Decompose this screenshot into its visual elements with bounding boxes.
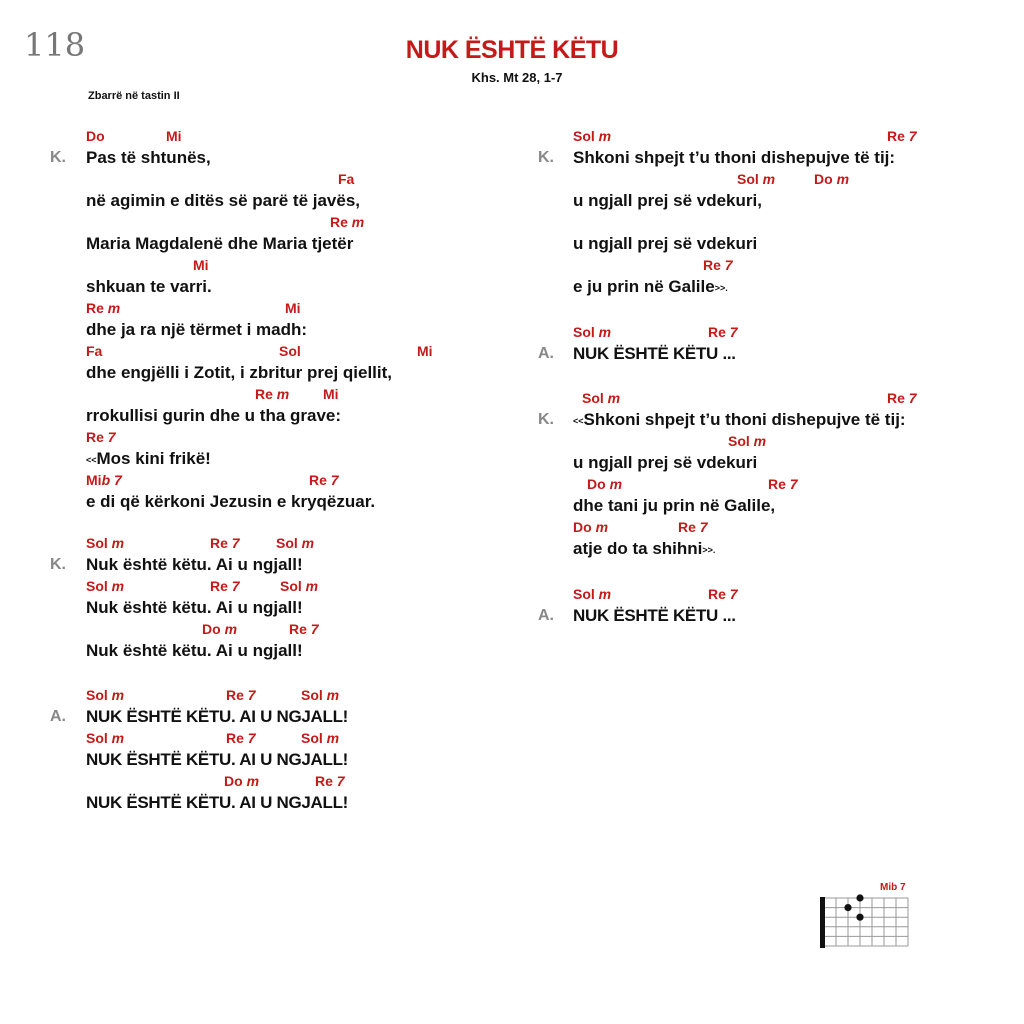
chord: Re 7 (226, 687, 256, 703)
finger-dot (844, 904, 851, 911)
chord: Mi (417, 343, 433, 359)
lyric-line: NUK ËSHTË KËTU. AI U NGJALL! (86, 750, 349, 769)
nut-bar (820, 897, 825, 948)
chord: Sol m (301, 687, 340, 703)
lyric-line: Nuk është këtu. Ai u ngjall! (86, 555, 303, 574)
chord: Re 7 (887, 390, 917, 406)
chord: Re m (86, 300, 121, 316)
lyric-line: u ngjall prej së vdekuri (573, 453, 758, 472)
lyric-line: e ju prin në Galile>>. (573, 277, 728, 296)
chord: Re m (330, 214, 365, 230)
chord: Re m (255, 386, 290, 402)
chord: Re 7 (309, 472, 339, 488)
lyric-line: Nuk është këtu. Ai u ngjall! (86, 598, 303, 617)
chord: Mib 7 (86, 472, 122, 488)
verse-marker: A. (538, 345, 554, 362)
lyric-line: NUK ËSHTË KËTU ... (573, 344, 736, 363)
chord: Sol m (582, 390, 621, 406)
chord: Re 7 (315, 773, 345, 789)
finger-dot (856, 894, 863, 901)
chord: Sol m (737, 171, 776, 187)
verse-marker: K. (538, 411, 554, 428)
lyric-line: u ngjall prej së vdekuri (573, 234, 758, 253)
chord: Sol m (86, 687, 125, 703)
chord: Re 7 (210, 578, 240, 594)
lyric-line: Maria Magdalenë dhe Maria tjetër (86, 234, 354, 253)
chord: Re 7 (86, 429, 116, 445)
lyric-line: NUK ËSHTË KËTU. AI U NGJALL! (86, 707, 349, 726)
chord: Do m (587, 476, 623, 492)
chord: Mi (323, 386, 339, 402)
verse-marker: A. (538, 607, 554, 624)
chord: Fa (86, 343, 103, 359)
lyric-line: dhe engjëlli i Zotit, i zbritur prej qiellit, (86, 363, 393, 382)
chord: Fa (338, 171, 355, 187)
verse-marker: K. (538, 149, 554, 166)
chord: Sol m (728, 433, 767, 449)
song-reference: Khs. Mt 28, 1-7 (471, 70, 563, 85)
chord: Sol m (86, 578, 125, 594)
chord: Re 7 (887, 128, 917, 144)
lyric-line: NUK ËSHTË KËTU ... (573, 606, 736, 625)
chord: Sol m (86, 730, 125, 746)
lyric-line: në agimin e ditës së parë të javës, (86, 191, 361, 210)
verse-marker: K. (50, 556, 66, 573)
chord: Sol m (86, 535, 125, 551)
chord: Re 7 (703, 257, 733, 273)
chord: Do (86, 128, 105, 144)
chord-diagram (818, 894, 912, 952)
chord: Mi (285, 300, 301, 316)
page-number: 118 (24, 26, 86, 64)
chord: Re 7 (226, 730, 256, 746)
chord: Sol (279, 343, 301, 359)
chord: Mi (166, 128, 182, 144)
chord-diagram-label: Mib 7 (880, 882, 906, 893)
lyric-line: shkuan te varri. (86, 277, 212, 296)
lyric-line: Shkoni shpejt t’u thoni dishepujve të tij: (573, 148, 896, 167)
lyric-line: rrokullisi gurin dhe u tha grave: (86, 406, 342, 425)
song-title: NUK ËSHTË KËTU (405, 36, 619, 64)
lyric-line: Nuk është këtu. Ai u ngjall! (86, 641, 303, 660)
lyric-line: <<Shkoni shpejt t’u thoni dishepujve të tij: (573, 410, 906, 429)
chord: Do m (573, 519, 609, 535)
chord: Re 7 (210, 535, 240, 551)
capo-note: Zbarrë në tastin II (88, 90, 180, 102)
chord: Re 7 (768, 476, 798, 492)
chord: Do m (224, 773, 260, 789)
chord: Do m (202, 621, 238, 637)
chord: Sol m (573, 324, 612, 340)
lyric-line: dhe ja ra një tërmet i madh: (86, 320, 308, 339)
chord: Mi (193, 257, 209, 273)
lyric-line: NUK ËSHTË KËTU. AI U NGJALL! (86, 793, 349, 812)
chord: Do m (814, 171, 850, 187)
lyric-line: e di që kërkoni Jezusin e kryqëzuar. (86, 492, 376, 511)
lyric-line: dhe tani ju prin në Galile, (573, 496, 776, 515)
chord: Sol m (280, 578, 319, 594)
chord: Sol m (573, 586, 612, 602)
chord: Sol m (276, 535, 315, 551)
chord: Sol m (301, 730, 340, 746)
verse-marker: A. (50, 708, 66, 725)
lyric-line: u ngjall prej së vdekuri, (573, 191, 762, 210)
chord: Re 7 (708, 586, 738, 602)
finger-dot (856, 914, 863, 921)
lyric-line: atje do ta shihni>>. (573, 539, 716, 558)
chord: Sol m (573, 128, 612, 144)
chord: Re 7 (678, 519, 708, 535)
chord: Re 7 (708, 324, 738, 340)
lyric-line: <<Mos kini frikë! (86, 449, 211, 468)
chord: Re 7 (289, 621, 319, 637)
lyric-line: Pas të shtunës, (86, 148, 211, 167)
verse-marker: K. (50, 149, 66, 166)
